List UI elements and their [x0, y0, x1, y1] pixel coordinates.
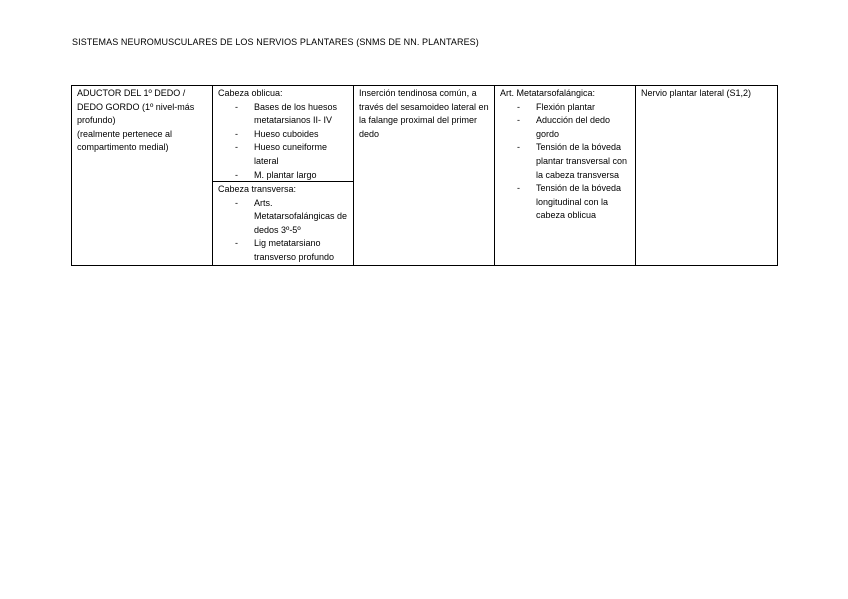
function-heading: Art. Metatarsofalángica:	[500, 88, 596, 98]
muscle-name-line: DEDO GORDO (1º nivel-más	[77, 101, 195, 112]
dash-bullet: -	[235, 101, 238, 112]
list-item-text: Arts. Metatarsofalángicas de dedos 3º-5º	[254, 197, 348, 235]
list-item	[218, 169, 348, 183]
list-item	[500, 114, 630, 141]
muscle-name-line: ADUCTOR DEL 1º DEDO /	[77, 88, 186, 98]
list-item-text: Hueso cuboides	[254, 128, 319, 139]
dash-bullet: -	[517, 115, 520, 126]
transverse-head-list	[218, 197, 348, 265]
innervation-cell	[636, 86, 778, 266]
oblique-head-section	[213, 86, 353, 181]
list-item	[218, 101, 348, 128]
list-item	[218, 128, 348, 142]
list-item-text: Tensión de la bóveda longitudinal con la cabeza oblicua	[536, 183, 622, 221]
list-item	[218, 197, 348, 238]
list-item	[500, 182, 630, 223]
dash-bullet: -	[235, 169, 238, 180]
dash-bullet: -	[235, 142, 238, 153]
dash-bullet: -	[517, 142, 520, 153]
muscle-name-line: profundo)	[77, 115, 116, 126]
dash-bullet: -	[517, 101, 520, 112]
page-title: SISTEMAS NEUROMUSCULARES DE LOS NERVIOS PLANTARES (SNMS DE NN. PLANTARES)	[72, 37, 479, 47]
origin-cell	[213, 86, 354, 266]
transverse-head-heading: Cabeza transversa:	[218, 184, 297, 194]
list-item	[500, 141, 630, 182]
list-item-text: Aducción del dedo gordo	[536, 115, 611, 139]
function-list	[500, 101, 630, 223]
oblique-head-list	[218, 101, 348, 183]
list-item-text: Hueso cuneiforme lateral	[254, 142, 328, 166]
list-item	[500, 101, 630, 115]
list-item-text: Bases de los huesos metatarsianos II- IV	[254, 101, 338, 126]
list-item	[218, 237, 348, 264]
function-cell	[495, 86, 636, 266]
dash-bullet: -	[517, 183, 520, 194]
list-item-text: Tensión de la bóveda plantar transversal con la cabeza transversa	[536, 142, 628, 180]
muscle-note-line: compartimento medial)	[77, 142, 169, 153]
list-item-text: M. plantar largo	[254, 169, 317, 180]
table-row	[72, 86, 778, 266]
muscle-table	[71, 85, 778, 266]
insertion-text: Inserción tendinosa común, a través del sesamoideo lateral en la falange proximal del primer dedo	[359, 88, 489, 139]
insertion-cell	[354, 86, 495, 266]
list-item	[218, 141, 348, 168]
dash-bullet: -	[235, 238, 238, 249]
dash-bullet: -	[235, 197, 238, 208]
list-item-text: Flexión plantar	[536, 101, 596, 112]
muscle-name-cell	[72, 86, 213, 266]
dash-bullet: -	[235, 128, 238, 139]
muscle-note-line: (realmente pertenece al	[77, 128, 173, 139]
transverse-head-section	[213, 181, 353, 265]
innervation-text: Nervio plantar lateral (S1,2)	[641, 88, 752, 98]
list-item-text: Lig metatarsiano transverso profundo	[254, 238, 335, 262]
oblique-head-heading: Cabeza oblicua:	[218, 88, 283, 98]
